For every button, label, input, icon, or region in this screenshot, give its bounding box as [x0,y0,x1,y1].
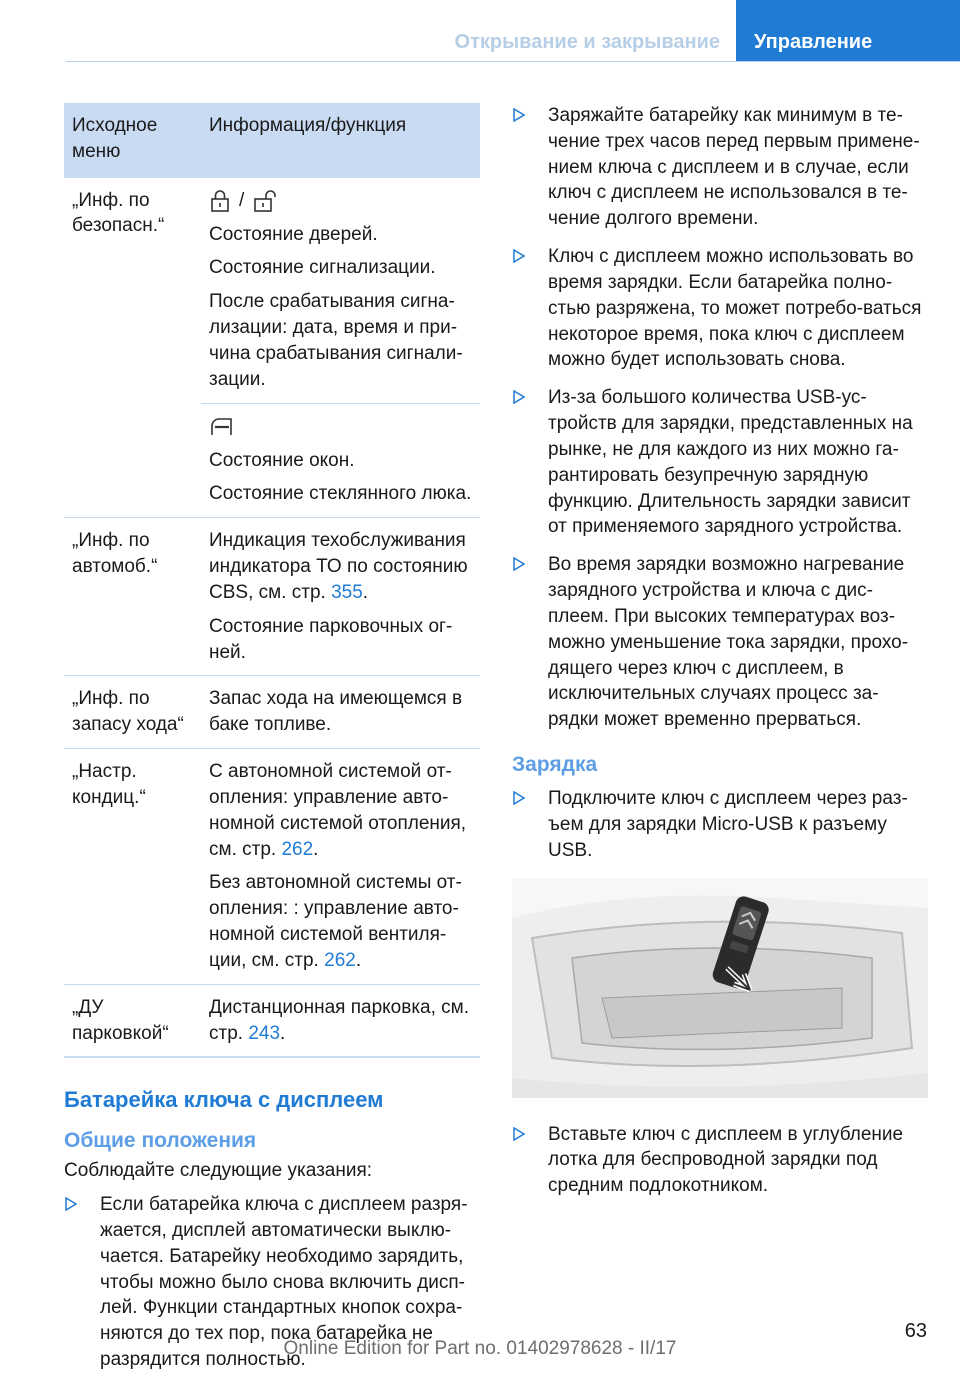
lock-icons [209,188,472,214]
info-text-end: . [280,1022,286,1044]
window-icon-row [209,414,472,440]
triangle-bullet-icon [512,108,526,122]
info-text: Состояние стеклянного люка. [209,483,472,505]
table-cell-info [201,403,480,518]
armrest-charging-tray-illustration [512,878,928,1098]
table-row [64,984,480,1057]
bullet-text: Если батарейка ключа с дисплеем разря-жается, дисплей автоматически выклю-чается. Батарейку необходимо зарядить, чтобы можно было снова включить дисп-лей. Функции стандартных кнопок сохра-няются до тех пор, пока батарейка не разрядится полностью. [100,1194,468,1371]
lock-open-icon [252,189,278,213]
bullet-text: Во время зарядки возможно нагревание зарядного устройства и ключа с дис-плеем. При высоких температурах воз-можно уменьшение тока зарядки, прохо-дящего через ключ с дисплеем, в исключительных случаях процесс за-рядки может временно прерваться. [548,554,909,731]
table-head-menu: Исходное меню [64,103,201,177]
left-column [64,103,480,1385]
info-text-part: Дистанционная парковка, см. стр. [209,996,470,1044]
list-item [512,103,928,232]
list-item [512,244,928,373]
info-text [209,995,472,1047]
info-text: Состояние дверей. [209,223,378,245]
info-text: Состояние парковочных ог-ней. [209,615,453,663]
table-head-info: Информация/функция [201,103,480,177]
page-number: 63 [904,1320,927,1342]
table-cell-info [201,177,480,403]
table-row [64,518,480,676]
page-header [0,0,960,62]
triangle-bullet-icon [64,1197,78,1211]
table-row [64,749,480,985]
triangle-bullet-icon [512,557,526,571]
info-text [209,759,472,862]
table-row [64,676,480,749]
table-row [64,177,480,403]
info-text-end: . [355,949,362,971]
info-text: Состояние сигнализации. [209,257,436,279]
table-cell-menu: „Инф. по безопасн.“ [64,177,201,518]
list-item [512,786,928,863]
page-link[interactable]: 355 [331,581,363,603]
table-cell-menu: „Инф. по автомоб.“ [64,518,201,676]
info-text [209,528,472,605]
section-subtitle-general: Общие положения [64,1128,257,1152]
charging-steps [512,786,928,863]
bullet-text: Подключите ключ с дисплеем через раз-ъем для зарядки Micro-USB к разъему USB. [548,788,908,861]
table-cell-menu: „Инф. по запасу хода“ [64,676,201,749]
bullet-text: Заряжайте батарейку как минимум в те-чение трех часов перед первым примене-нием ключа с дисплеем и в случае, если ключ с дисплеем не использовался в те-чение долгого времени. [548,105,920,230]
car-window-icon [209,416,235,438]
page-link[interactable]: 262 [281,838,314,860]
intro-text: Соблюдайте следующие указания: [64,1160,373,1182]
info-text: После срабатывания сигна-лизации: дата, время и при-чина срабатывания сигнали-зации. [209,291,463,390]
battery-bullets-right [512,103,928,733]
section-title-battery: Батарейка ключа с дисплеем [64,1087,384,1113]
info-text: Запас хода на имеющемся в баке топливе. [209,688,463,736]
info-text-end: . [313,838,319,860]
menu-info-table [64,103,480,1058]
table-cell-info [201,984,480,1057]
icon-separator: / [239,189,245,211]
table-cell-info [201,676,480,749]
footer-edition: Online Edition for Part no. 01402978628 - II/17 [283,1338,677,1359]
lock-closed-icon [209,189,231,213]
section-title-charging: Зарядка [512,753,598,777]
info-text [209,870,472,973]
table-cell-menu: „ДУ парковкой“ [64,984,201,1057]
table-cell-info [201,518,480,676]
triangle-bullet-icon [512,1127,526,1141]
page-link[interactable]: 243 [248,1022,281,1044]
header-chapter[interactable]: Открывание и закрывание [454,31,720,53]
bullet-text: Ключ с дисплеем можно использовать во время зарядки. Если батарейка полно-стью разряжена, то может потребо-ваться некоторое время, пока ключ с дисплеем можно будет использовать снова. [548,246,922,371]
table-cell-menu: „Настр. кондиц.“ [64,749,201,985]
triangle-bullet-icon [512,791,526,805]
bullet-text: Вставьте ключ с дисплеем в углубление лотка для беспроводной зарядки под средним подлокотником. [548,1123,904,1197]
list-item [512,1122,928,1199]
header-rule [66,61,960,62]
info-text: Состояние окон. [209,449,355,471]
info-text-part: Индикация техобслуживания индикатора ТО по состоянию CBS, см. стр. [209,530,468,603]
info-text-part: Без автономной системы от-опления: : управление авто-номной системой вентиля-ции, см. стр. [209,872,462,971]
triangle-bullet-icon [512,390,526,404]
charging-steps-2 [512,1122,928,1199]
table-cell-info [201,749,480,985]
triangle-bullet-icon [512,249,526,263]
list-item [512,552,928,733]
bullet-text: Из-за большого количества USB-ус-тройств для зарядки, представленных на рынке, не для каждого из них можно га-рантировать безупречную зарядную функцию. Длительность зарядки зависит от применяемого зарядного устройства. [548,387,913,538]
header-section-tab[interactable]: Управление [736,0,960,62]
list-item [512,385,928,540]
info-text-part: С автономной системой от-опления: управление авто-номной системой отопления, см. стр. [209,761,467,860]
info-text-end: . [362,581,369,603]
right-column [512,103,928,1211]
page-link[interactable]: 262 [324,949,356,971]
